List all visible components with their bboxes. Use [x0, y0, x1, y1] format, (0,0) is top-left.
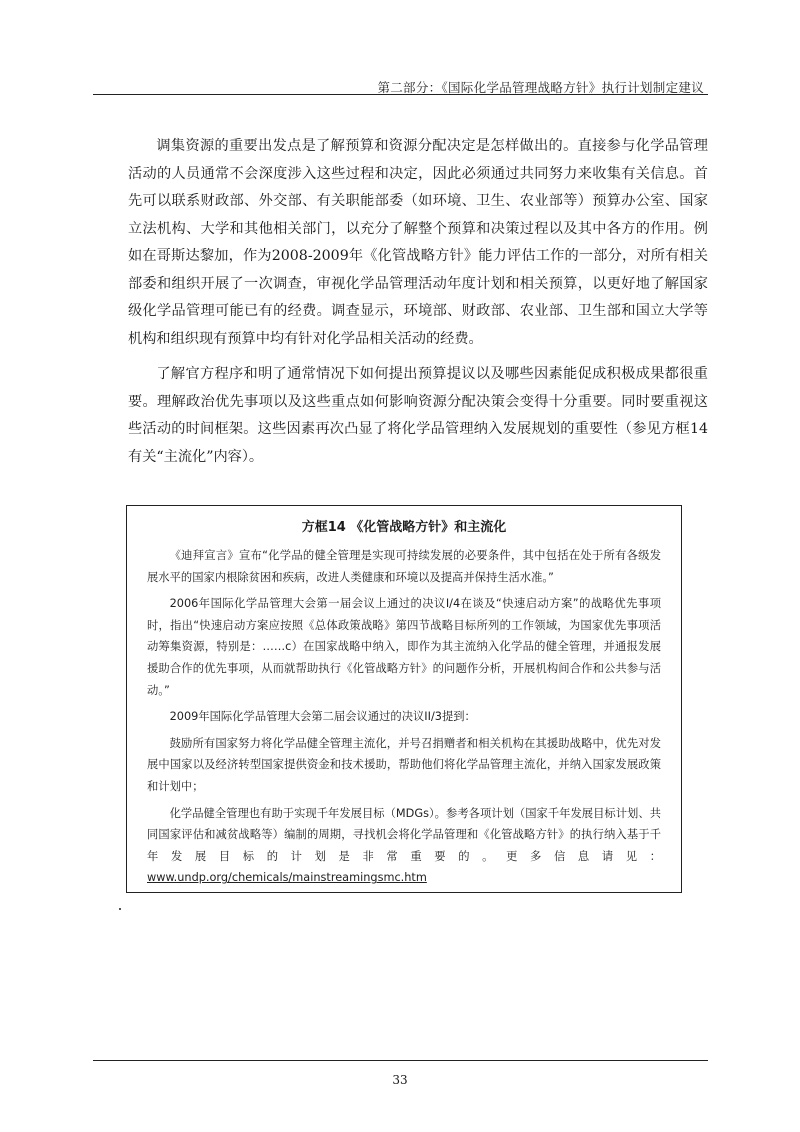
body-text [128, 133, 708, 479]
page-number: 33 [392, 1073, 408, 1087]
header-divider [93, 94, 708, 95]
box-paragraph-text: 化学品健全管理也有助于实现千年发展目标（MDGs）。参考各项计划（国家千年发展目标计划、共同国家评估和减贫战略等）编制的周期，寻找机会将化学品管理和《化管战略方针》的执行纳入基于千年发展目标的计划是非常重要的。更多信息请见： [147, 806, 661, 863]
box-paragraph: 2006年国际化学品管理大会第一届会议上通过的决议I/4在谈及“快速启动方案”的战略优先事项时，指出“快速启动方案应按照《总体政策战略》第四节战略目标所列的工作领域，为国家优先事项活动筹集资源，特别是：……c）在国家战略中纳入，即作为其主流纳入化学品的健全管理，并通报发展援助合作的优先事项，从而就帮助执行《化管战略方针》的问题作分析，开展机构间合作和公共参与活动。” [147, 597, 661, 697]
running-header: 第二部分：《国际化学品管理战略方针》执行计划制定建议 [377, 80, 704, 95]
more-info-link[interactable]: www.undp.org/chemicals/mainstreamingsmc.htm [147, 871, 427, 885]
paragraph: 调集资源的重要出发点是了解预算和资源分配决定是怎样做出的。直接参与化学品管理活动的人员通常不会深度涉入这些过程和决定，因此必须通过共同努力来收集有关信息。首先可以联系财政部、外交部、有关职能部委（如环境、卫生、农业部等）预算办公室、国家立法机构、大学和其他相关部门，以充分了解整个预算和决策过程以及其中各方的作用。例如在哥斯达黎加，作为2008-2009年《化管战略方针》能力评估工作的一部分，对所有相关部委和组织开展了一次调查，审视化学品管理活动年度计划和相关预算，以更好地了解国家级化学品管理可能已有的经费。调查显示，环境部、财政部、农业部、卫生部和国立大学等机构和组织现有预算中均有针对化学品相关活动的经费。 [128, 138, 708, 347]
box-paragraph: 2009年国际化学品管理大会第二届会议通过的决议II/3提到： [169, 710, 476, 724]
footer-divider [93, 1060, 708, 1061]
text-box-14 [126, 505, 682, 893]
box-paragraph: 《迪拜宣言》宣布“化学品的健全管理是实现可持续发展的必要条件，其中包括在处于所有各级发展水平的国家内根除贫困和疾病，改进人类健康和环境以及提高并保持生活水准。” [147, 549, 661, 584]
paragraph: 了解官方程序和明了通常情况下如何提出预算提议以及哪些因素能促成积极成果都很重要。理解政治优先事项以及这些重点如何影响资源分配决策会变得十分重要。同时要重视这些活动的时间框架。这些因素再次凸显了将化学品管理纳入发展规划的重要性（参见方框14有关“主流化”内容）。 [128, 366, 708, 465]
stray-mark [119, 908, 121, 910]
box-paragraph-last [147, 803, 661, 889]
box-paragraph: 鼓励所有国家努力将化学品健全管理主流化，并号召捐赠者和相关机构在其援助战略中，优先对发展中国家以及经济转型国家提供资金和技术援助，帮助他们将化学品管理主流化，并纳入国家发展政策和计划中； [147, 736, 661, 793]
box-title: 方框14 《化管战略方针》和主流化 [301, 520, 507, 535]
